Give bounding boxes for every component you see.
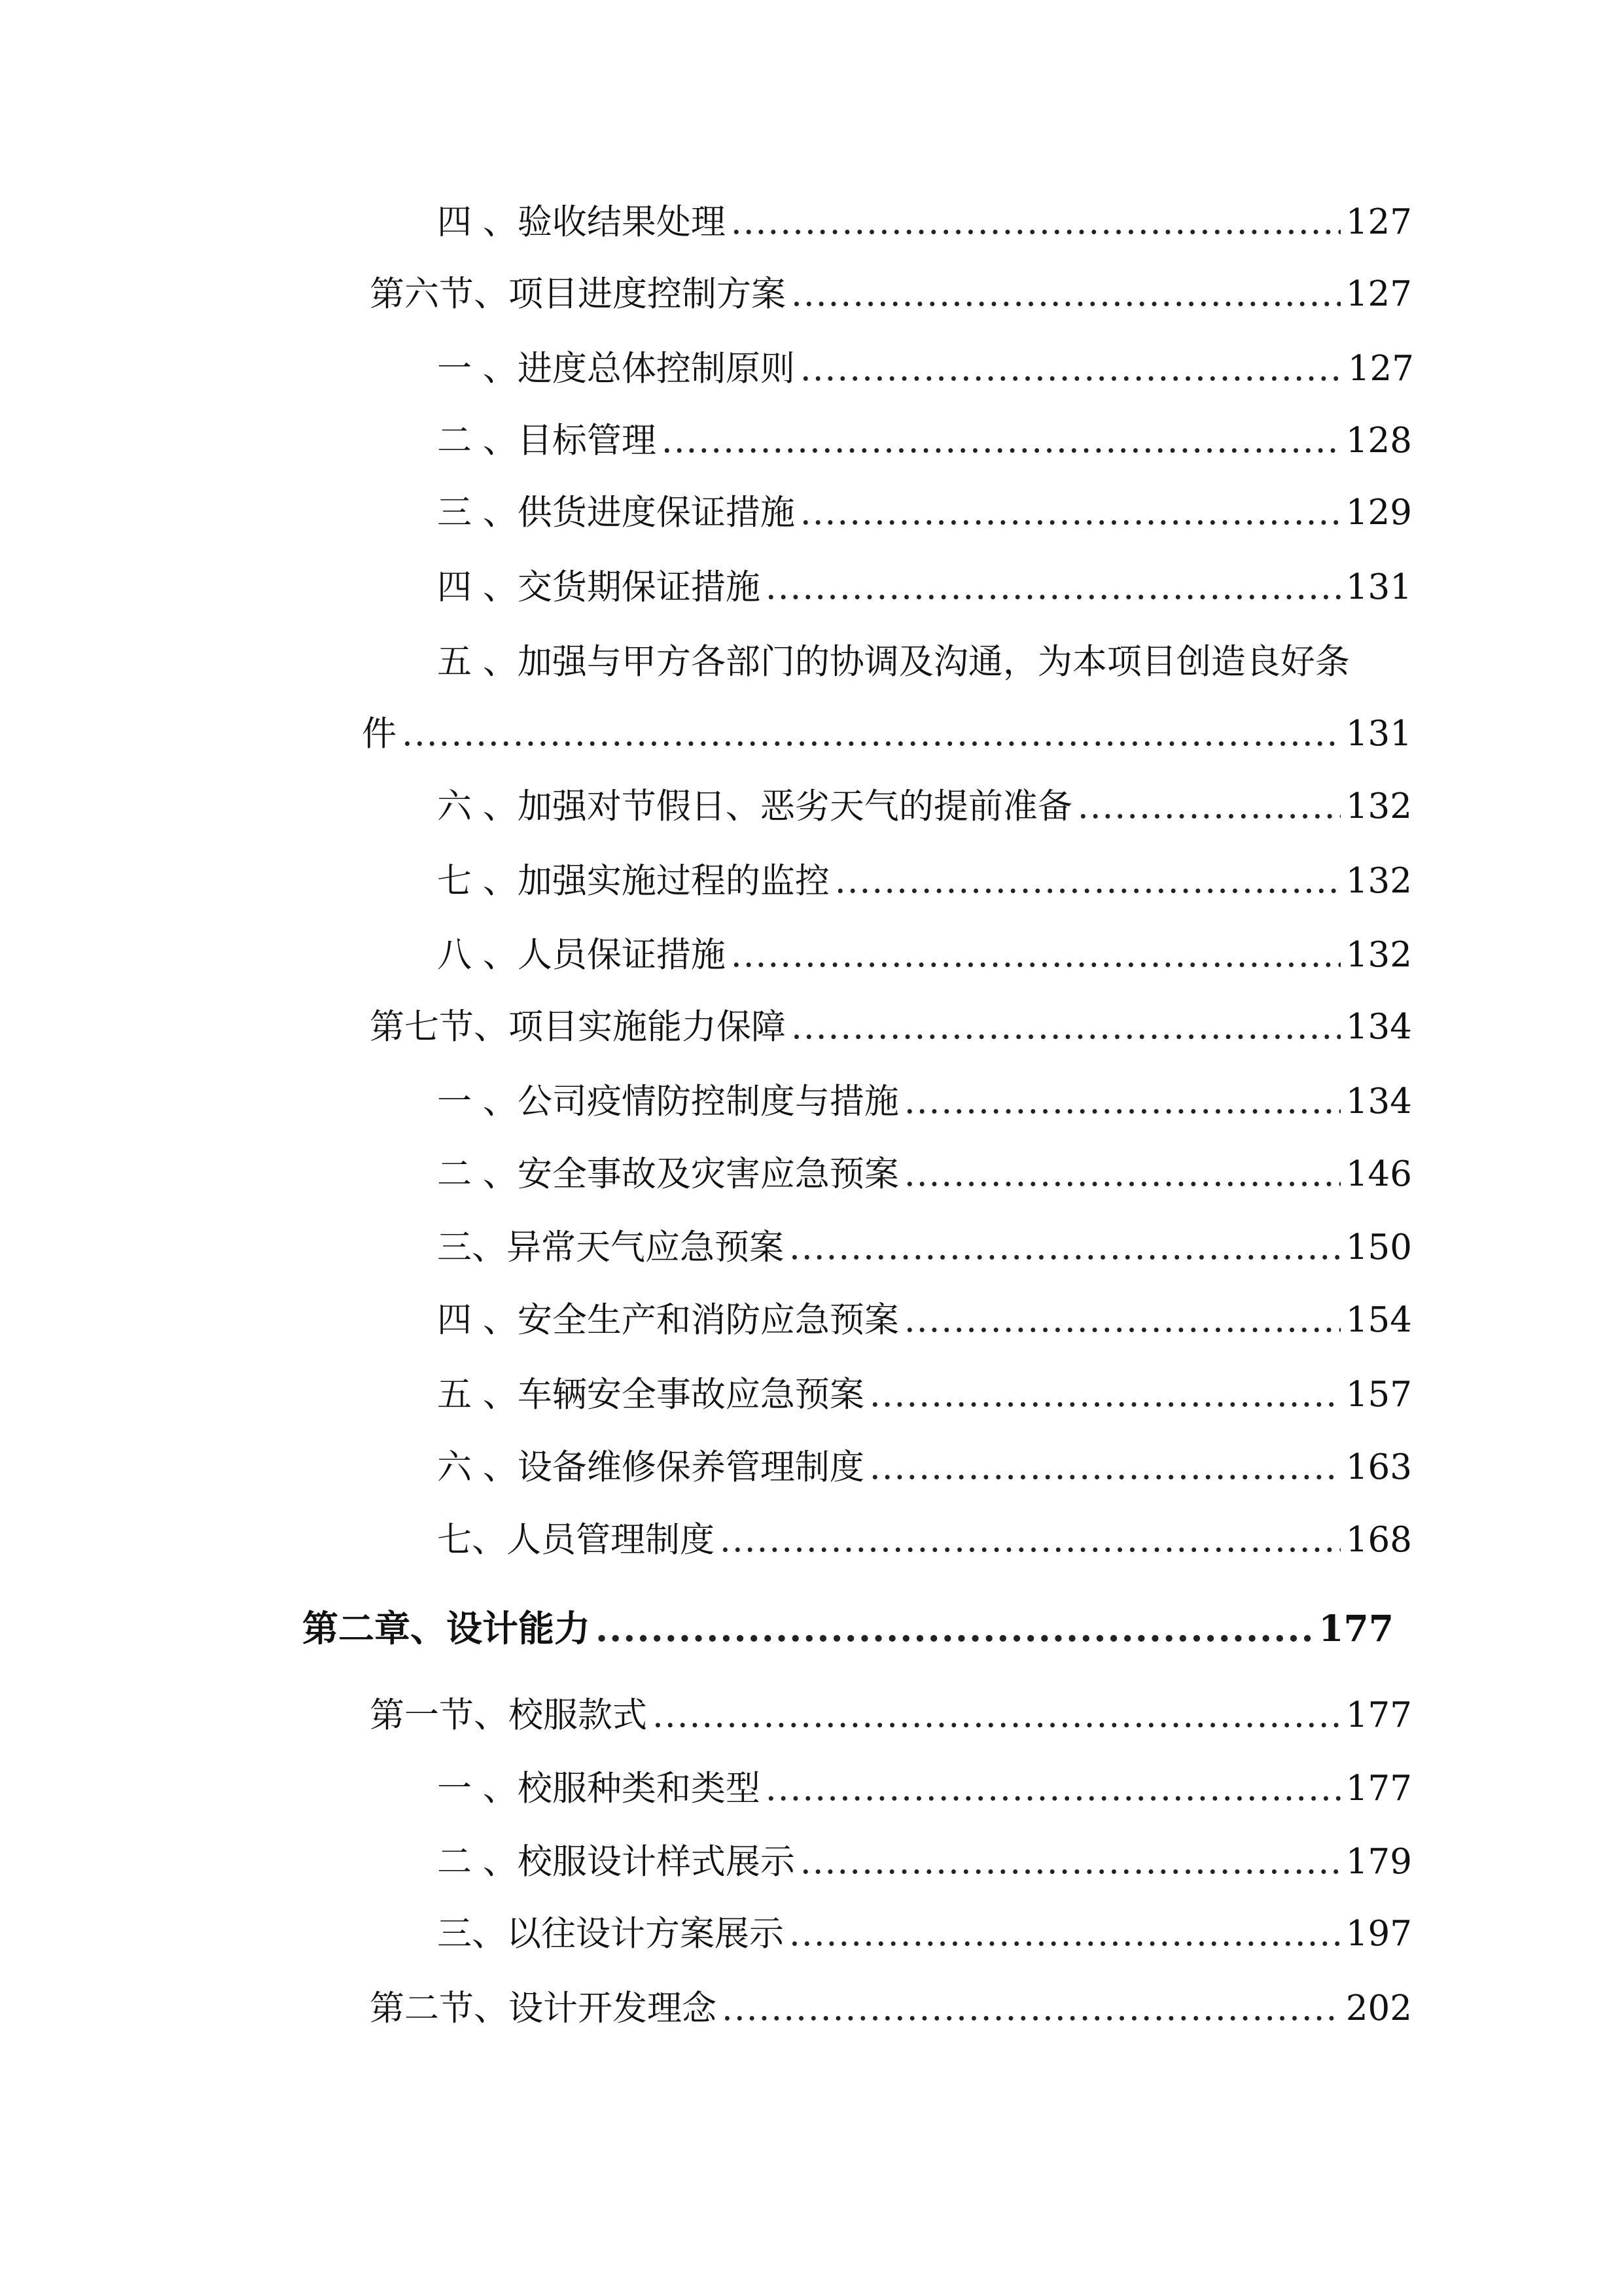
toc-page-number: 197 bbox=[1345, 1914, 1412, 1954]
toc-page-number: 150 bbox=[1345, 1227, 1412, 1267]
toc-page-number: 157 bbox=[1345, 1375, 1412, 1415]
toc-entry[interactable] bbox=[437, 493, 1412, 533]
toc-entry-label: 五 、车辆安全事故应急预案 bbox=[437, 1375, 864, 1415]
toc-page-number: 132 bbox=[1345, 786, 1412, 826]
toc-page-number: 146 bbox=[1345, 1154, 1412, 1194]
toc-entry[interactable] bbox=[437, 202, 1412, 242]
toc-entry-label: 第二章、设计能力 bbox=[302, 1607, 591, 1650]
toc-leader-dots bbox=[789, 1230, 1341, 1265]
toc-entry-label-line2: 件 bbox=[362, 714, 397, 754]
toc-entry[interactable] bbox=[437, 1082, 1412, 1122]
toc-page-number: 128 bbox=[1345, 421, 1412, 461]
toc-entry[interactable] bbox=[437, 1914, 1412, 1954]
toc-leader-dots bbox=[800, 495, 1341, 530]
toc-entry[interactable] bbox=[437, 861, 1412, 901]
toc-entry-label: 二 、校服设计样式展示 bbox=[437, 1842, 795, 1882]
toc-leader-dots bbox=[722, 1991, 1341, 2026]
toc-page-number: 177 bbox=[1318, 1607, 1394, 1650]
toc-leader-dots bbox=[662, 423, 1341, 458]
toc-page-number: 132 bbox=[1345, 861, 1412, 901]
toc-leader-dots bbox=[766, 1771, 1341, 1806]
toc-leader-dots bbox=[904, 1303, 1341, 1337]
toc-page-number: 202 bbox=[1345, 1988, 1412, 2028]
toc-entry-label: 七、人员管理制度 bbox=[437, 1520, 715, 1560]
toc-page-number: 134 bbox=[1345, 1007, 1412, 1047]
toc-leader-dots bbox=[402, 716, 1341, 751]
toc-leader-dots bbox=[800, 1845, 1341, 1879]
toc-page-number: 163 bbox=[1345, 1447, 1412, 1487]
toc-leader-dots bbox=[731, 938, 1341, 972]
toc-entry-label: 六 、加强对节假日、恶劣天气的提前准备 bbox=[437, 786, 1072, 826]
toc-page-number: 129 bbox=[1345, 493, 1412, 533]
toc-entry-label: 一 、公司疫情防控制度与措施 bbox=[437, 1082, 899, 1122]
toc-entry[interactable] bbox=[437, 1769, 1412, 1809]
toc-entry-label-line1[interactable]: 五 、加强与甲方各部门的协调及沟通，为本项目创造良好条 bbox=[437, 642, 1350, 682]
toc-entry-label: 二 、安全事故及灾害应急预案 bbox=[437, 1154, 899, 1194]
toc-entry-label: 三、异常天气应急预案 bbox=[437, 1227, 784, 1267]
toc-page-number: 127 bbox=[1345, 202, 1412, 242]
toc-page-number: 132 bbox=[1345, 935, 1412, 975]
toc-entry[interactable] bbox=[370, 1695, 1412, 1735]
toc-entry[interactable] bbox=[370, 1007, 1412, 1047]
toc-page-number: 127 bbox=[1345, 274, 1412, 314]
toc-entry-label: 八 、人员保证措施 bbox=[437, 935, 726, 975]
toc-leader-dots bbox=[791, 1010, 1341, 1044]
toc-entry[interactable] bbox=[437, 1227, 1412, 1267]
toc-page-number: 154 bbox=[1345, 1300, 1412, 1340]
toc-page-number: 131 bbox=[1345, 714, 1412, 754]
toc-entry-label: 第一节、校服款式 bbox=[370, 1695, 647, 1735]
toc-leader-dots bbox=[904, 1084, 1341, 1119]
toc-entry[interactable] bbox=[437, 935, 1412, 975]
toc-leader-dots bbox=[791, 277, 1341, 311]
toc-entry[interactable] bbox=[437, 349, 1414, 389]
toc-entry[interactable] bbox=[437, 1447, 1412, 1487]
toc-leader-dots bbox=[720, 1523, 1341, 1557]
toc-entry-label: 第六节、项目进度控制方案 bbox=[370, 274, 786, 314]
toc-entry-label: 三、以往设计方案展示 bbox=[437, 1914, 784, 1954]
toc-leader-dots bbox=[595, 1610, 1313, 1646]
toc-entry[interactable] bbox=[437, 1375, 1412, 1415]
toc-entry-label: 三 、供货进度保证措施 bbox=[437, 493, 795, 533]
toc-leader-dots bbox=[870, 1377, 1341, 1412]
toc-entry-label: 二 、目标管理 bbox=[437, 421, 656, 461]
toc-leader-dots bbox=[800, 351, 1343, 386]
toc-entry-label: 四 、交货期保证措施 bbox=[437, 567, 760, 607]
toc-entry[interactable] bbox=[370, 274, 1412, 314]
toc-entry[interactable] bbox=[370, 1988, 1412, 2028]
toc-entry[interactable] bbox=[437, 421, 1412, 461]
toc-entry[interactable] bbox=[437, 1300, 1412, 1340]
toc-leader-dots bbox=[766, 570, 1341, 605]
toc-entry[interactable] bbox=[362, 714, 1412, 754]
toc-entry-label: 七 、加强实施过程的监控 bbox=[437, 861, 830, 901]
toc-entry-label: 四 、安全生产和消防应急预案 bbox=[437, 1300, 899, 1340]
toc-page-number: 131 bbox=[1345, 567, 1412, 607]
toc-entry-label: 六 、设备维修保养管理制度 bbox=[437, 1447, 864, 1487]
toc-page-number: 177 bbox=[1345, 1695, 1412, 1735]
toc-page-number: 134 bbox=[1345, 1082, 1412, 1122]
toc-leader-dots bbox=[652, 1698, 1341, 1733]
toc-leader-dots bbox=[904, 1157, 1341, 1192]
toc-entry[interactable] bbox=[437, 567, 1412, 607]
toc-page-number: 179 bbox=[1345, 1842, 1412, 1882]
toc-entry-label: 四 、验收结果处理 bbox=[437, 202, 726, 242]
toc-page-number: 127 bbox=[1347, 349, 1414, 389]
toc-entry[interactable] bbox=[437, 1842, 1412, 1882]
toc-leader-dots bbox=[731, 205, 1341, 239]
toc-entry-label: 第七节、项目实施能力保障 bbox=[370, 1007, 786, 1047]
toc-entry[interactable] bbox=[437, 786, 1412, 826]
toc-entry[interactable] bbox=[437, 1154, 1412, 1194]
toc-page-number: 168 bbox=[1345, 1520, 1412, 1560]
toc-leader-dots bbox=[870, 1450, 1341, 1485]
toc-entry-label: 第二节、设计开发理念 bbox=[370, 1988, 716, 2028]
toc-entry-label: 一 、进度总体控制原则 bbox=[437, 349, 795, 389]
toc-page-number: 177 bbox=[1345, 1769, 1412, 1809]
toc-leader-dots bbox=[789, 1916, 1341, 1951]
toc-leader-dots bbox=[1078, 789, 1341, 824]
toc-chapter-entry[interactable] bbox=[302, 1607, 1394, 1650]
toc-leader-dots bbox=[835, 864, 1341, 898]
toc-entry[interactable] bbox=[437, 1520, 1412, 1560]
toc-entry-label: 一 、校服种类和类型 bbox=[437, 1769, 760, 1809]
